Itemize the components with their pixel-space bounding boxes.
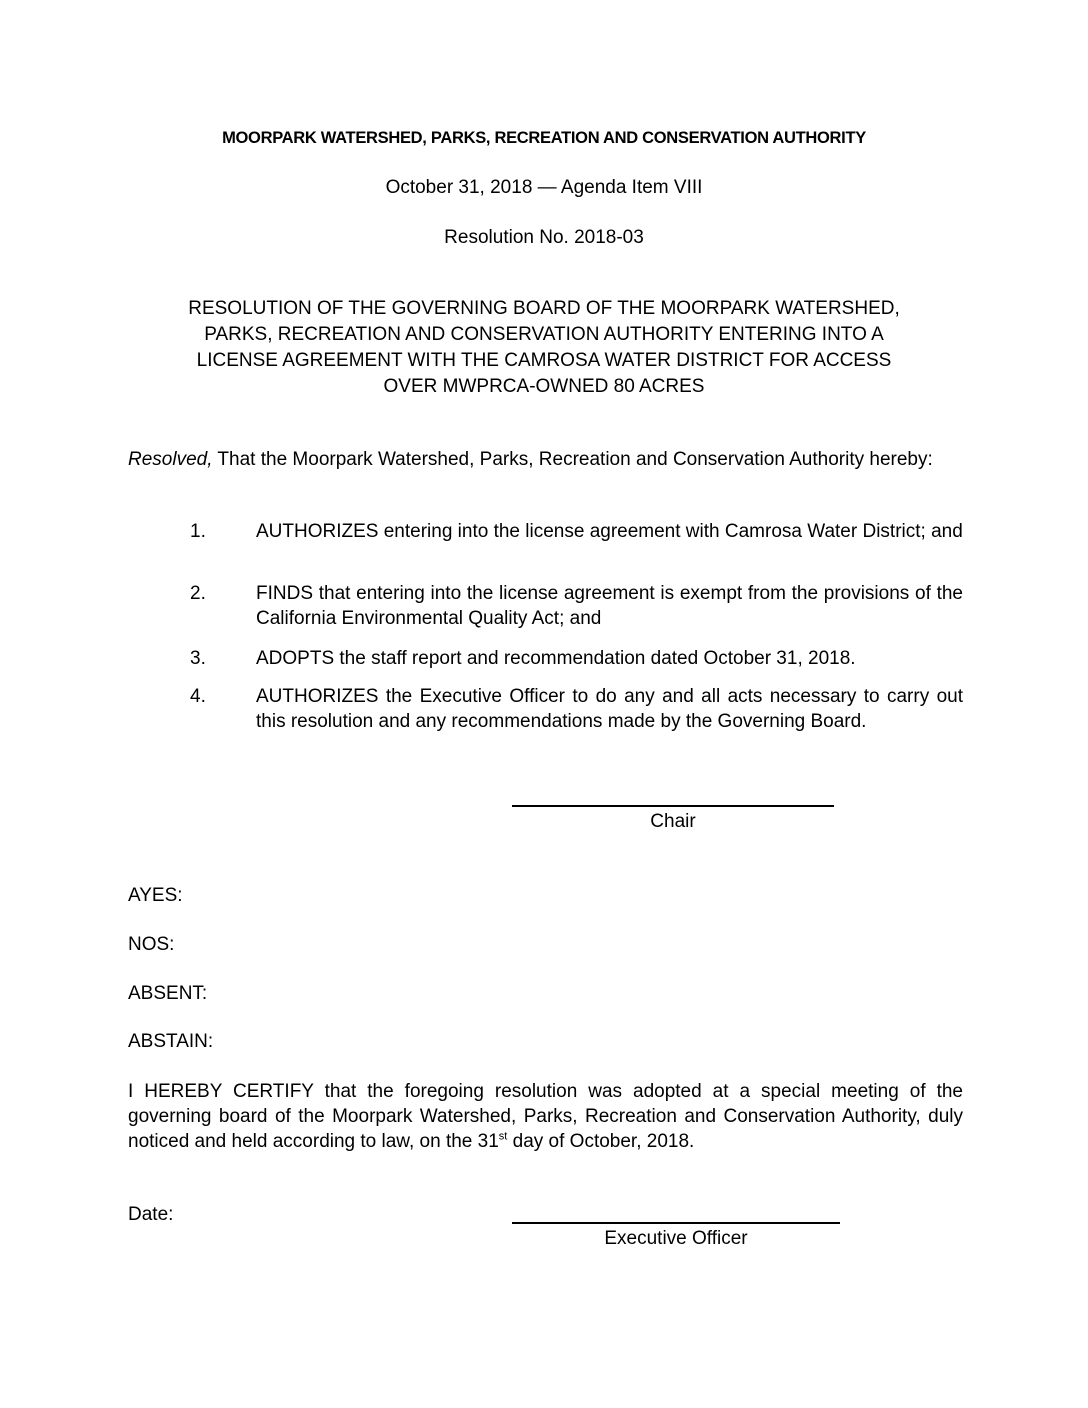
certification-text: I HEREBY CERTIFY that the foregoing resolution was adopted at a special meeting of the governing board of the Moorpark Watershed, Parks, Recreation and Conservation Authority, duly noticed and held according to law, on the 31 xyxy=(128,1081,963,1152)
item-number: 4. xyxy=(190,686,206,707)
heading-line: PARKS, RECREATION AND CONSERVATION AUTHORITY ENTERING INTO A xyxy=(204,324,884,345)
item-number: 2. xyxy=(190,583,206,604)
resolved-lead: Resolved, xyxy=(128,449,213,470)
item-number: 3. xyxy=(190,648,206,669)
item-text: AUTHORIZES the Executive Officer to do any and all acts necessary to carry out this resolution and any recommendations made by the Governing Board. xyxy=(256,686,963,732)
item-text: ADOPTS the staff report and recommendation dated October 31, 2018. xyxy=(256,648,856,669)
heading-line: OVER MWPRCA-OWNED 80 ACRES xyxy=(383,376,705,397)
heading-line: RESOLUTION OF THE GOVERNING BOARD OF THE MOORPARK WATERSHED, xyxy=(188,298,900,319)
item-text: AUTHORIZES entering into the license agreement with Camrosa Water District; and xyxy=(256,521,963,542)
item-number: 1. xyxy=(190,521,206,542)
ordinal-suffix: st xyxy=(498,1130,508,1143)
certification-text-end: day of October, 2018. xyxy=(507,1131,695,1152)
organization-title: MOORPARK WATERSHED, PARKS, RECREATION AND CONSERVATION AUTHORITY xyxy=(222,129,866,147)
heading-line: LICENSE AGREEMENT WITH THE CAMROSA WATER DISTRICT FOR ACCESS xyxy=(196,350,892,371)
resolved-paragraph xyxy=(128,447,963,472)
executive-signature-line xyxy=(512,1222,840,1224)
executive-officer-label: Executive Officer xyxy=(604,1228,748,1249)
nos-label: NOS: xyxy=(128,934,175,955)
meeting-date-agenda-item: October 31, 2018 — Agenda Item VIII xyxy=(385,177,703,198)
chair-signature-line xyxy=(512,805,834,807)
item-text: FINDS that entering into the license agreement is exempt from the provisions of the California Environmental Quality Act; and xyxy=(256,583,963,629)
chair-label: Chair xyxy=(650,811,696,832)
resolution-number: Resolution No. 2018-03 xyxy=(444,227,644,248)
absent-label: ABSENT: xyxy=(128,983,208,1004)
date-label: Date: xyxy=(128,1204,174,1225)
resolution-heading xyxy=(0,296,1088,400)
resolved-text: That the Moorpark Watershed, Parks, Recreation and Conservation Authority hereby: xyxy=(212,449,933,470)
ayes-label: AYES: xyxy=(128,885,183,906)
abstain-label: ABSTAIN: xyxy=(128,1031,214,1052)
certification-paragraph xyxy=(128,1079,963,1154)
